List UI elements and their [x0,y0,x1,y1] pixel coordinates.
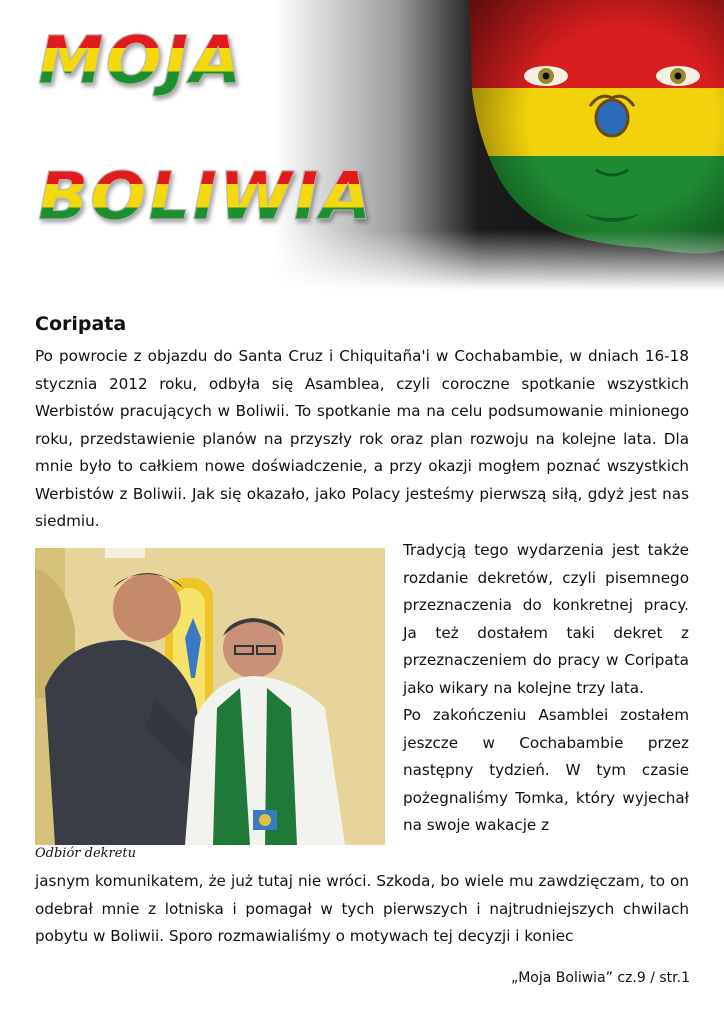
article-side-paragraph-1: Tradycją tego wydarzenia jest także rozdanie dekretów, czyli pisemnego przeznaczenia do konkretnej pracy. Ja też dostałem taki dekret z przeznaczeniem do pracy w Coripata jako wikary na kolejne trzy lata. [403,541,689,697]
article-paragraph-1: Po powrocie z objazdu do Santa Cruz i Chiquitaña'i w Cochabambie, w dniach 16-18 stycznia 2012 roku, odbyła się Asamblea, czyli coroczne spotkanie wszystkich Werbistów pracujących w Boliwii. To spotkanie ma na celu podsumowanie minionego roku, przedstawienie planów na przyszły rok oraz plan rozwoju na kolejne lata. Dla mnie było to całkiem nowe doświadczenie, a przy okazji mogłem poznać wszystkich Werbistów z Boliwii. Jak się okazało, jako Polacy jesteśmy pierwszą siłą, gdyż jest nas siedmiu. [35,347,689,530]
article-heading: Coripata [35,313,127,335]
article-side-paragraph-2: Po zakończeniu Asamblei zostałem jeszcze w Cochabambie przez następny tydzień. W tym czasie pożegnaliśmy Tomka, który wyjechał na swoje wakacje z [403,706,689,834]
article-photo [35,548,385,845]
article-paragraph-continued: jasnym komunikatem, że już tutaj nie wróci. Szkoda, bo wiele mu zawdzięczam, to on odebrał mnie z lotniska i pomagał w tych pierwszych i najtrudniejszych chwilach pobytu w Boliwii. Sporo rozmawialiśmy o motywach tej decyzji i koniec [35,872,689,945]
banner-title-line-1: MOJA [38,22,244,99]
photo-caption: Odbiór dekretu [35,846,137,861]
decree-handover-photo [35,548,385,845]
header-banner [0,0,724,290]
page-footer: „Moja Boliwia” cz.9 / str.1 [510,970,690,986]
banner-title-line-2: BOLIWIA [38,158,374,235]
article-side-column [403,537,689,840]
